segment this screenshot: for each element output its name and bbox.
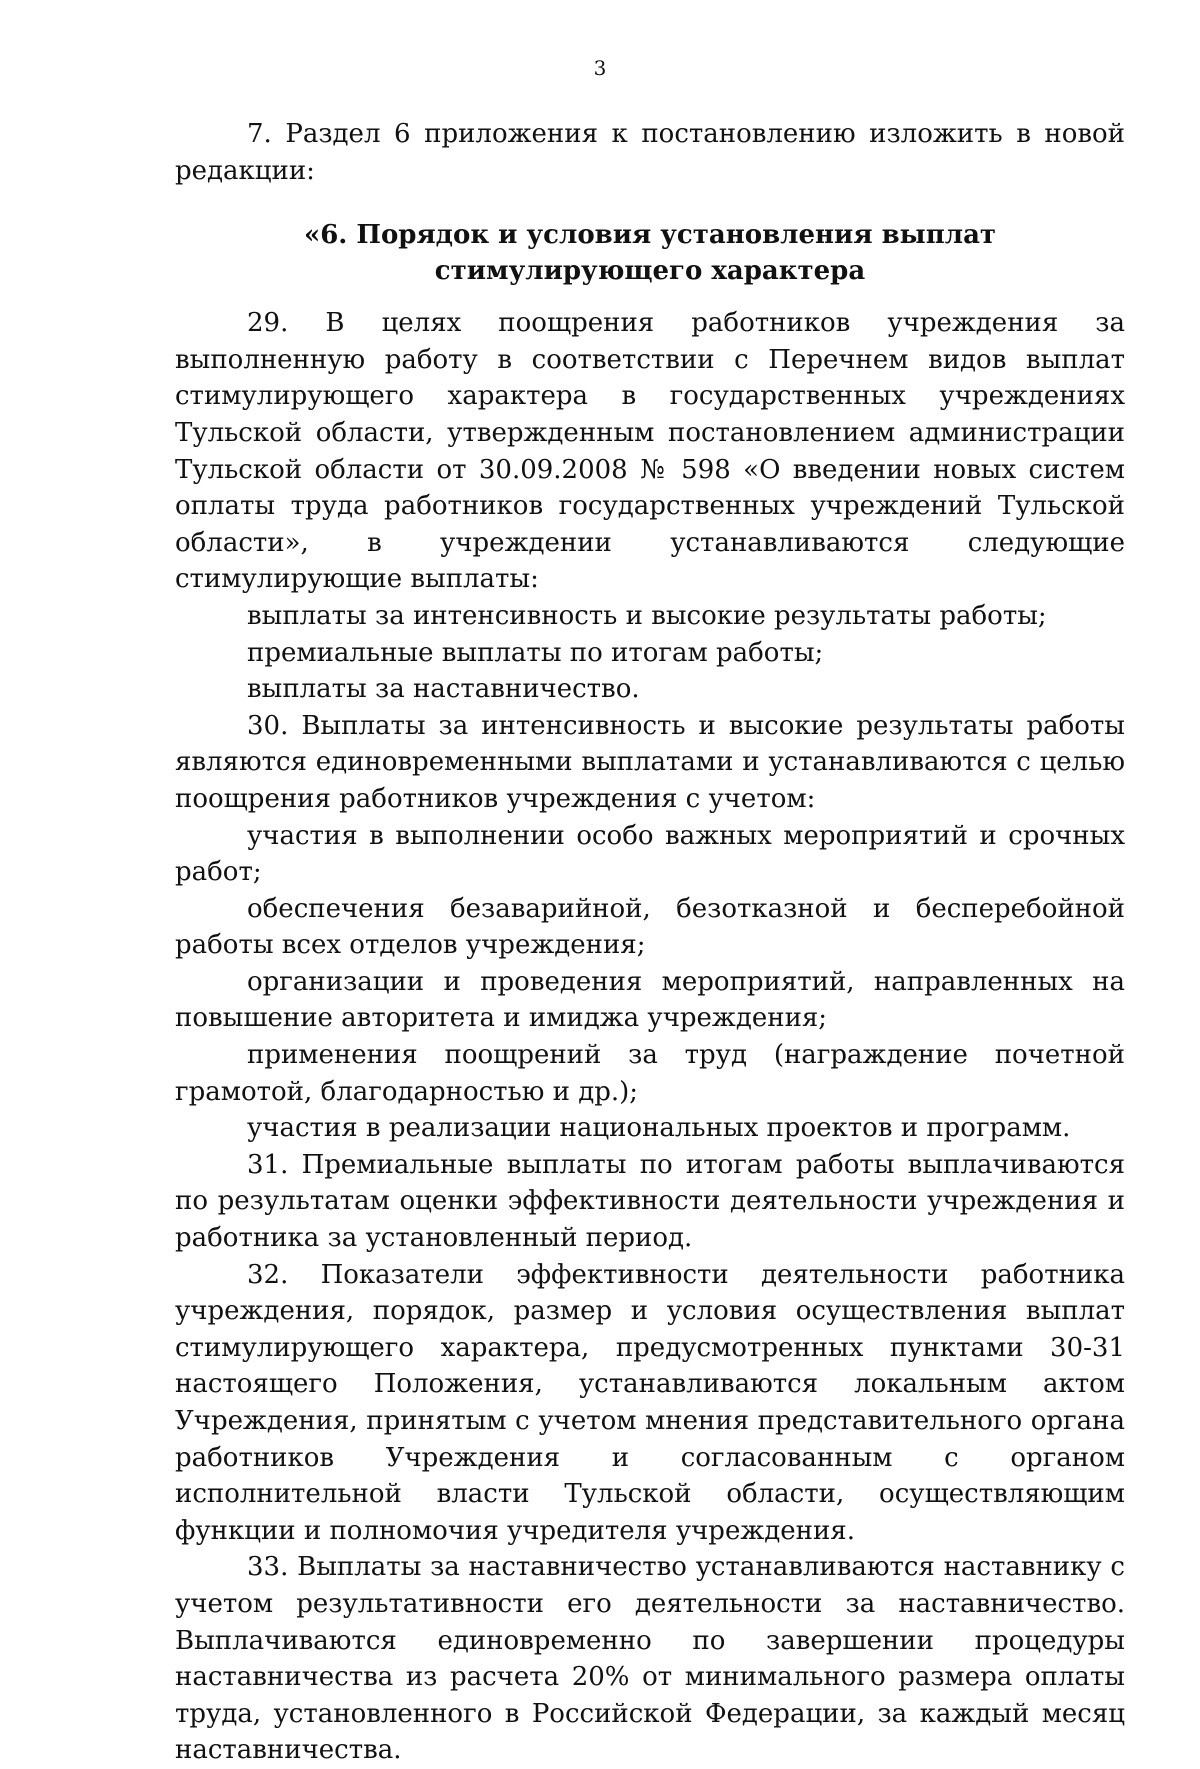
paragraph-30-item-3: организации и проведения мероприятий, направленных на повышение авторитета и имиджа учреждения; — [175, 966, 1125, 1034]
section-heading-line-1: «6. Порядок и условия установления выплат — [303, 220, 997, 251]
paragraph-30: 30. Выплаты за интенсивность и высокие результаты работы являются единовременными выплатами и устанавливаются с целью поощрения работников учреждения с учетом: — [175, 710, 1125, 814]
paragraph-30-item-1: участия в выполнении особо важных мероприятий и срочных работ; — [175, 820, 1125, 888]
section-heading-line-2: стимулирующего характера — [434, 256, 866, 287]
paragraph-30-item-5: участия в реализации национальных проектов и программ. — [247, 1113, 1071, 1144]
paragraph-29-item-3: выплаты за наставничество. — [247, 674, 640, 705]
page-number: 3 — [593, 56, 607, 80]
paragraph-29-item-1: выплаты за интенсивность и высокие результаты работы; — [247, 600, 1047, 631]
paragraph-29-item-2: премиальные выплаты по итогам работы; — [247, 637, 824, 668]
paragraph-31: 31. Премиальные выплаты по итогам работы выплачиваются по результатам оценки эффективности деятельности учреждения и работника за установленный период. — [175, 1149, 1125, 1254]
intro-paragraph: 7. Раздел 6 приложения к постановлению изложить в новой редакции: — [175, 119, 1125, 186]
document-body — [175, 116, 1125, 1769]
paragraph-30-item-4: применения поощрений за труд (награждение почетной грамотой, благодарностью и др.); — [175, 1040, 1125, 1107]
paragraph-30-item-2: обеспечения безаварийной, безотказной и бесперебойной работы всех отделов учреждения; — [175, 893, 1125, 961]
paragraph-32: 32. Показатели эффективности деятельности работника учреждения, порядок, размер и условия осуществления выплат стимулирующего характера, предусмотренных пунктами 30-31 настоящего Положения, устанавливаются локальным актом Учреждения, принятым с учетом мнения представительного органа работников Учреждения и согласованным с органом исполнительной власти Тульской области, осуществляющим функции и полномочия учредителя учреждения. — [175, 1259, 1125, 1546]
paragraph-33: 33. Выплаты за наставничество устанавливаются наставнику с учетом результативности его деятельности за наставничество. Выплачиваются единовременно по завершении процедуры наставничества из расчета 20% от минимального размера оплаты труда, установленного в Российской Федерации, за каждый месяц наставничества. — [175, 1552, 1125, 1766]
section-heading — [175, 217, 1125, 289]
paragraph-29: 29. В целях поощрения работников учреждения за выполненную работу в соответствии с Перечнем видов выплат стимулирующего характера в государственных учреждениях Тульской области, утвержденным постановлением администрации Тульской области от 30.09.2008 № 598 «О введении новых систем оплаты труда работников государственных учреждений Тульской области», в учреждении устанавливаются следующие стимулирующие выплаты: — [175, 308, 1125, 595]
